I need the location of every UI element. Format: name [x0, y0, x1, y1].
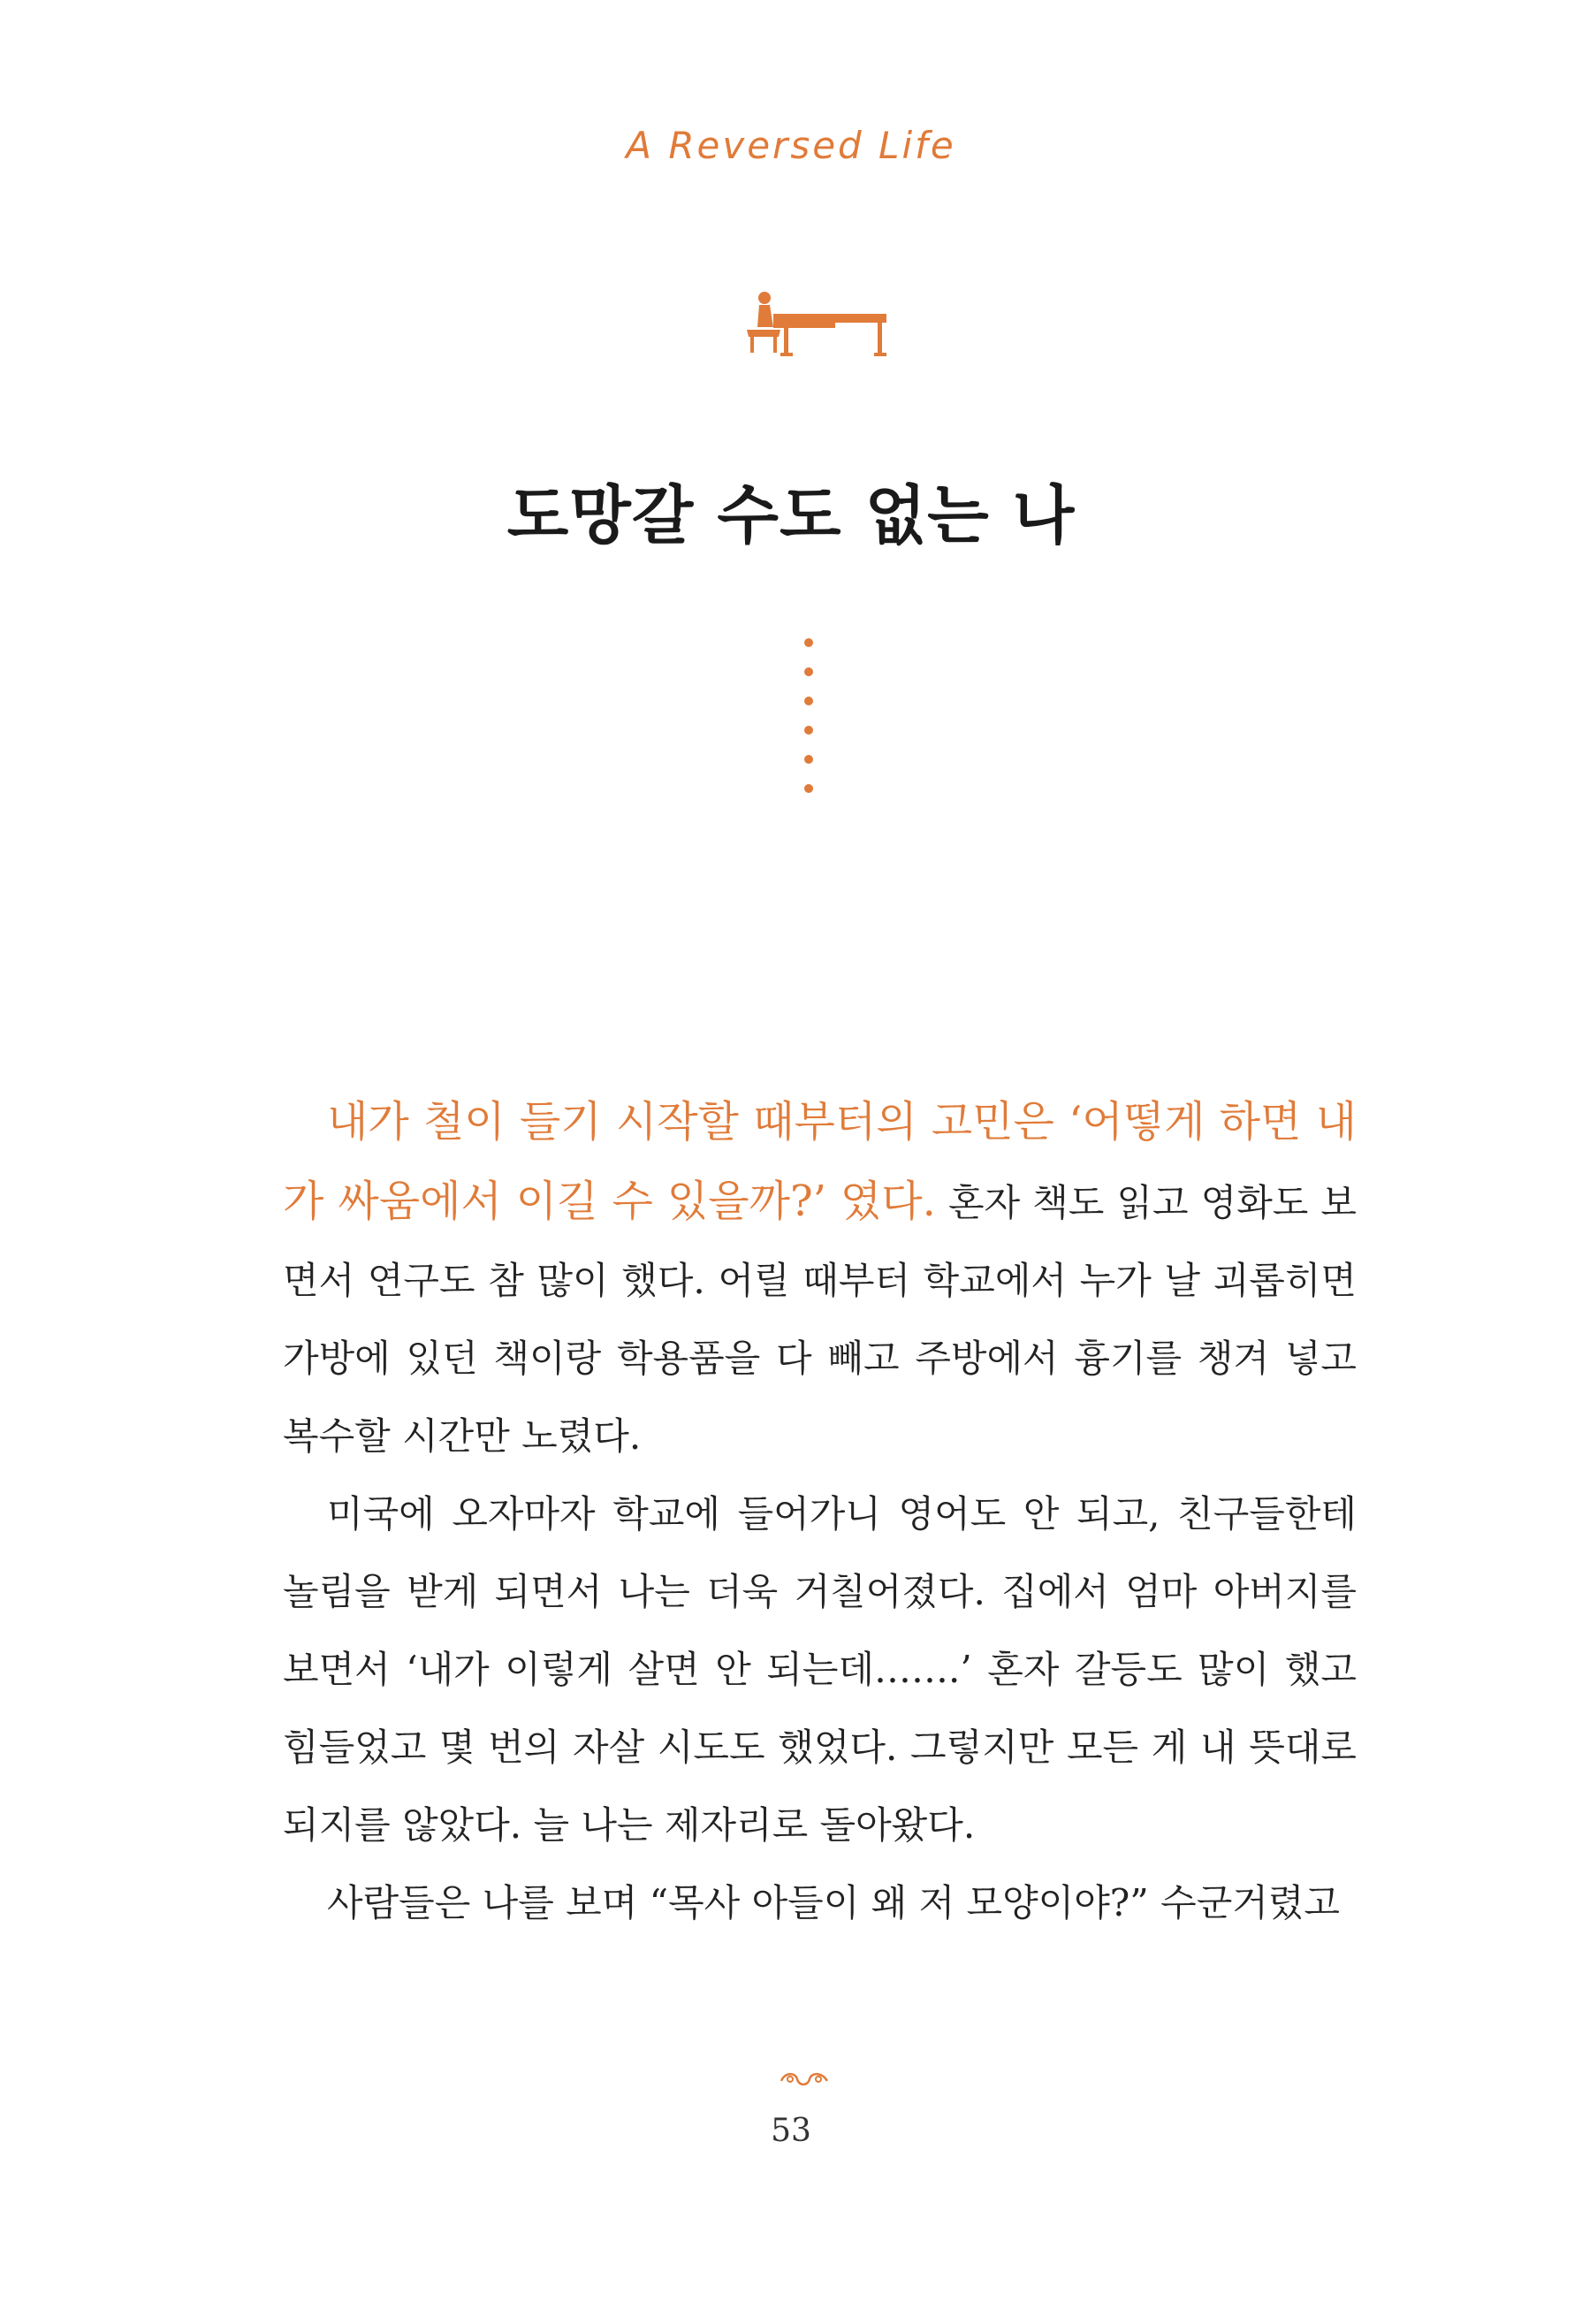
page-number: 53 [771, 2113, 811, 2149]
paragraph-1-rest: 혼자 책도 읽고 영화도 보면서 연구도 참 많이 했다. 어릴 때부터 학교에서 누가 날 괴롭히면 가방에 있던 책이랑 학용품을 다 빼고 주방에서 흉기를 챙겨 넣고 복수할 시간만 노렸다. [283, 1181, 1357, 1458]
paragraph-3: 사람들은 나를 보며 “목사 아들이 왜 저 모양이야?” 수군거렸고 [327, 1881, 1340, 1924]
piano-icon [738, 287, 888, 358]
swirl-ornament-icon [778, 2069, 831, 2090]
body-text [283, 1083, 1357, 1942]
dotted-divider-icon [802, 636, 815, 796]
highlighted-quote: 내가 철이 들기 시작할 때부터의 고민은 ‘어떻게 하면 내가 싸움에서 이길 수 있을까?’ 였다. [283, 1097, 1357, 1226]
running-header: A Reversed Life [626, 124, 956, 167]
paragraph-2: 미국에 오자마자 학교에 들어가니 영어도 안 되고, 친구들한테 놀림을 받게 되면서 나는 더욱 거칠어졌다. 집에서 엄마 아버지를 보면서 ‘내가 이렇게 살면 안 되는데…….’ 혼자 갈등도 많이 했고 힘들었고 몇 번의 자살 시도도 했었다. 그렇지만 모든 게 내 뜻대로 되지를 않았다. 늘 나는 제자리로 돌아왔다. [283, 1492, 1357, 1847]
paragraph-1 [283, 1083, 1357, 1475]
chapter-title: 도망갈 수도 없는 나 [506, 478, 1076, 552]
